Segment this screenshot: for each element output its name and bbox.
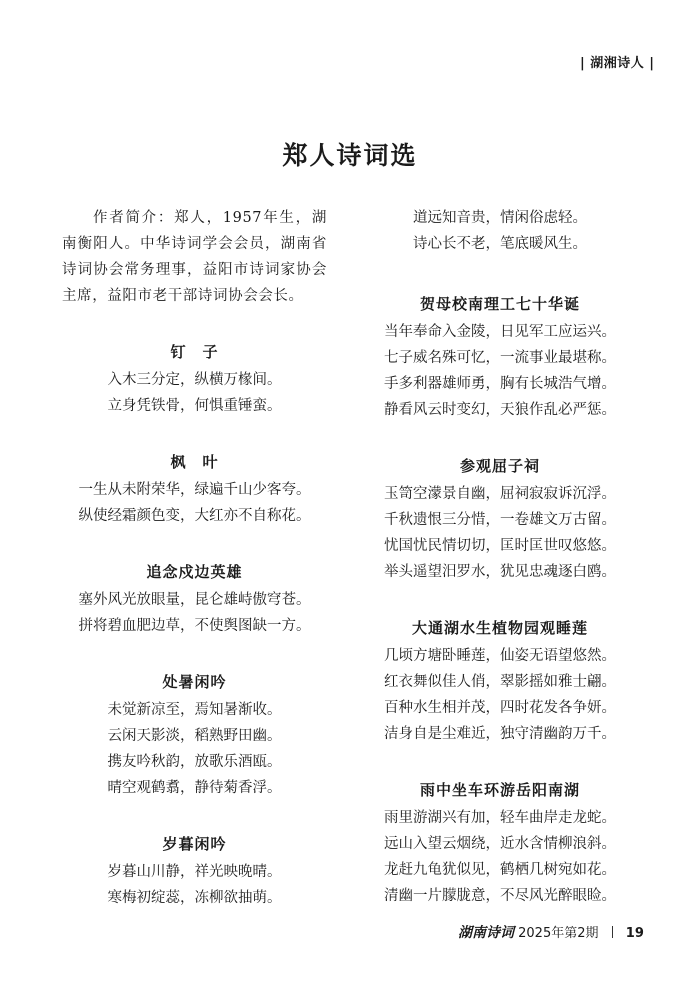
poem-title: 参观屈子祠	[459, 457, 540, 475]
page-title: 郑人诗词选	[282, 141, 418, 170]
poem-line: 雨里游湖兴有加，轻车曲岸走龙蛇。	[384, 810, 616, 826]
poem-title: 岁暮闲吟	[162, 835, 227, 853]
poem-line: 百种水生相并茂，四时花发各争妍。	[384, 700, 616, 716]
poem-line: 塞外风光放眼量，昆仑雄峙傲穹苍。	[78, 592, 311, 608]
poem	[62, 831, 327, 911]
page-footer	[458, 922, 644, 942]
author-intro: 作者简介：郑人，1957年生，湖南衡阳人。中华诗词学会会员，湖南省诗词协会常务理事，益阳市诗词家协会主席，益阳市老干部诗词协会会长。	[62, 210, 327, 304]
poem-line: 入木三分定，纵横万椽间。	[107, 372, 282, 388]
left-column	[62, 205, 327, 941]
poem-title: 大通湖水生植物园观睡莲	[411, 619, 588, 637]
poem-line: 手多利器雄师勇，胸有长城浩气增。	[384, 376, 616, 392]
section-tag: | 湖湘诗人 |	[580, 56, 655, 71]
poem-line: 道远知音贵，情闲俗虑轻。	[413, 210, 587, 226]
poem-line: 龙赶九龟犹似见，鹤栖几树宛如花。	[384, 862, 616, 878]
poem-continuation	[375, 205, 625, 257]
left-poem-list	[62, 339, 327, 911]
poem	[62, 669, 327, 801]
poem	[375, 453, 625, 585]
poem-title: 雨中坐车环游岳阳南湖	[419, 781, 580, 799]
poem	[375, 777, 625, 909]
poem-title: 枫 叶	[170, 453, 219, 471]
poem-title: 贺母校南理工七十华诞	[419, 295, 580, 313]
right-poem-list	[375, 291, 625, 909]
poem	[62, 339, 327, 419]
poem-line: 岁暮山川静，祥光映晚晴。	[107, 864, 282, 880]
footer-divider	[612, 926, 613, 938]
poem-line: 未觉新凉至，焉知暑渐收。	[107, 702, 282, 718]
poem-line: 远山入望云烟绕，近水含情柳浪斜。	[384, 836, 616, 852]
poem-line: 红衣舞似佳人俏，翠影摇如雅士翩。	[384, 674, 616, 690]
right-column	[375, 205, 625, 939]
poem	[375, 291, 625, 423]
poem-line: 洁身自是尘难近，独守清幽韵万千。	[384, 726, 616, 742]
poem-line: 拼将碧血肥边草，不使舆图缺一方。	[78, 618, 311, 634]
poem-line: 几顷方塘卧睡莲，仙姿无语望悠然。	[384, 648, 616, 664]
magazine-name: 湖南诗词	[458, 925, 514, 941]
poem-line: 携友吟秋韵，放歌乐酒瓯。	[107, 754, 282, 770]
poem-title: 钉 子	[170, 343, 219, 361]
poem-title: 追念戍边英雄	[146, 563, 243, 581]
poem-line: 举头遥望汨罗水，犹见忠魂逐白鸥。	[384, 564, 616, 580]
poem-line: 千秋遗恨三分惜，一卷雄文万古留。	[384, 512, 616, 528]
poem	[62, 449, 327, 529]
poem-line: 静看风云时变幻，天狼作乱必严惩。	[384, 402, 616, 418]
poem-line: 寒梅初绽蕊，冻柳欲抽萌。	[107, 890, 282, 906]
poem-line: 忧国忧民情切切，匡时匡世叹悠悠。	[384, 538, 616, 554]
poem-line: 立身凭铁骨，何惧重锤蛮。	[107, 398, 282, 414]
issue-label: 2025年第2期	[518, 926, 599, 941]
page-number: 19	[625, 926, 644, 941]
poem-line: 纵使经霜颜色变，大红亦不自称花。	[78, 508, 311, 524]
poem-line: 玉笥空濛景自幽，屈祠寂寂诉沉浮。	[384, 486, 616, 502]
poem-line: 清幽一片朦胧意，不尽风光醉眼睑。	[384, 888, 616, 904]
poem-line: 诗心长不老，笔底暖风生。	[413, 236, 587, 252]
poem-line: 一生从未附荣华，绿遍千山少客夸。	[78, 482, 311, 498]
poem-line: 云闲天影淡，稻熟野田幽。	[107, 728, 282, 744]
poem-line: 晴空观鹤翥，静待菊香浮。	[107, 780, 282, 796]
poem	[375, 615, 625, 747]
poem-line: 当年奉命入金陵，日见军工应运兴。	[384, 324, 616, 340]
poem-line: 七子威名殊可忆，一流事业最堪称。	[384, 350, 616, 366]
poem	[62, 559, 327, 639]
poem-title: 处暑闲吟	[162, 673, 227, 691]
